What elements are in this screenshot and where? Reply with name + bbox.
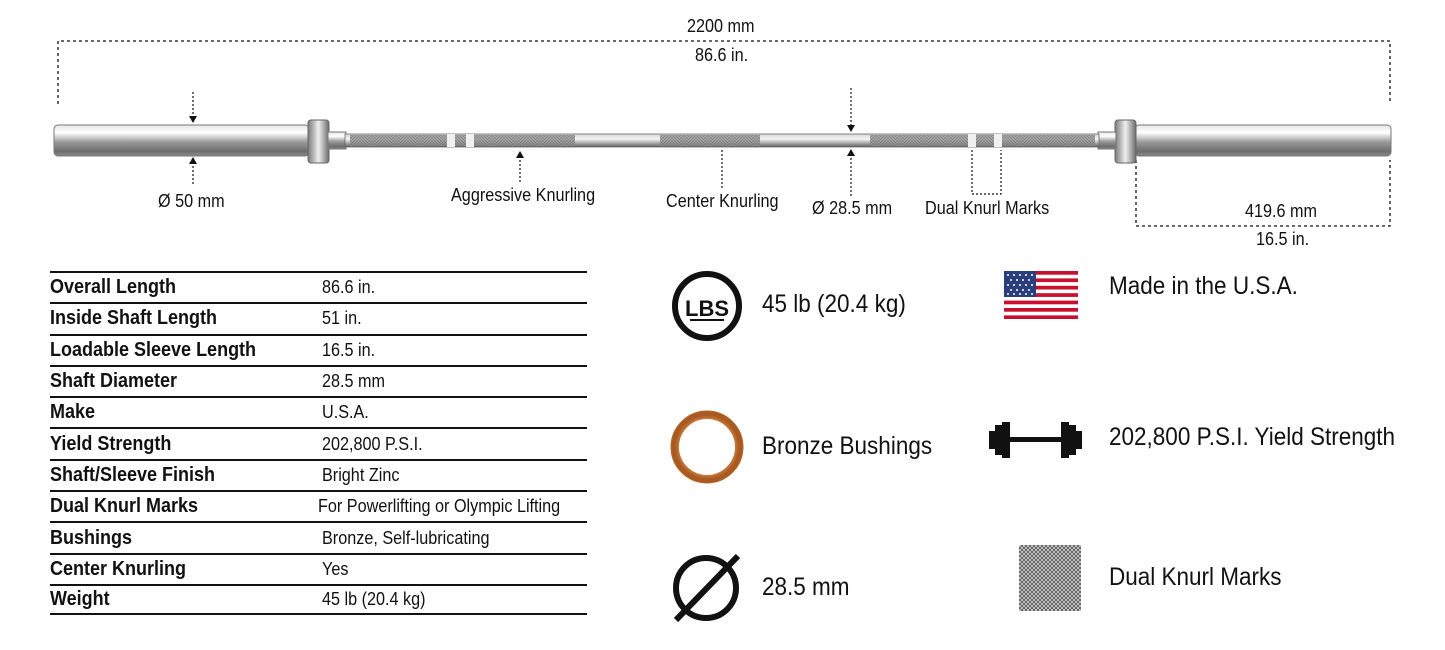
spec-row: [50, 490, 587, 521]
spec-value: U.S.A.: [322, 402, 369, 423]
spec-value: 51 in.: [322, 308, 362, 329]
spec-label: Bushings: [50, 526, 133, 549]
spec-row: [50, 271, 587, 302]
knurl-left: [350, 135, 575, 146]
left-sleeve: [54, 125, 309, 156]
spec-label: Shaft Diameter: [50, 370, 178, 393]
spec-row: [50, 334, 587, 365]
spec-value: For Powerlifting or Olympic Lifting: [317, 496, 561, 517]
feature-yield-text: 202,800 P.S.I. Yield Strength: [1109, 423, 1396, 451]
spec-value: 202,800 P.S.I.: [322, 433, 423, 454]
bronze-ring-icon: [671, 411, 743, 483]
lbs-icon-text: LBS: [685, 296, 729, 321]
knurl-mark: [447, 134, 455, 147]
spec-row: [50, 553, 587, 584]
knurl-right: [870, 135, 1095, 146]
feature-bushings-text: Bronze Bushings: [762, 432, 933, 460]
spec-value: 16.5 in.: [322, 339, 376, 360]
sleeve-length-in: 16.5 in.: [1256, 229, 1310, 249]
aggressive-knurling-label: Aggressive Knurling: [451, 185, 596, 205]
spec-value: Bright Zinc: [322, 464, 400, 485]
right-collar-ring: [1098, 132, 1116, 149]
spec-row: [50, 365, 587, 396]
spec-row: [50, 396, 587, 427]
spec-value: 45 lb (20.4 kg): [322, 589, 426, 610]
spec-label: Overall Length: [50, 276, 177, 299]
shaft-diameter-label: Ø 28.5 mm: [812, 198, 893, 218]
spec-value: 28.5 mm: [322, 371, 386, 392]
overall-length-mm: 2200 mm: [687, 16, 755, 36]
left-collar: [308, 120, 329, 163]
sleeve-diameter-label: Ø 50 mm: [158, 191, 225, 211]
spec-label: Dual Knurl Marks: [50, 495, 199, 518]
diameter-icon: [676, 556, 738, 620]
knurl-texture-icon: [1019, 545, 1081, 611]
knurl-center: [660, 135, 760, 146]
spec-label: Make: [50, 401, 96, 424]
spec-table: [50, 271, 587, 615]
spec-row: [50, 427, 587, 458]
spec-label: Weight: [50, 588, 110, 611]
us-flag-icon: [1004, 271, 1078, 319]
spec-label: Inside Shaft Length: [50, 307, 218, 330]
knurl-mark: [994, 134, 1002, 147]
barbell-icon: [989, 422, 1082, 458]
feature-weight-text: 45 lb (20.4 kg): [762, 290, 906, 318]
spec-row: [50, 584, 587, 615]
spec-value: Bronze, Self-lubricating: [322, 527, 490, 548]
left-collar-ring: [328, 132, 346, 149]
spec-label: Loadable Sleeve Length: [50, 338, 257, 361]
spec-row: [50, 459, 587, 490]
feature-diameter-text: 28.5 mm: [762, 573, 850, 601]
barbell: [54, 120, 1391, 163]
spec-value: 86.6 in.: [322, 277, 376, 298]
knurl-mark: [968, 134, 976, 147]
spec-label: Center Knurling: [50, 557, 187, 580]
feature-made-in-text: Made in the U.S.A.: [1109, 272, 1298, 300]
right-sleeve: [1135, 125, 1391, 156]
overall-length-in: 86.6 in.: [695, 45, 749, 65]
lbs-icon: [675, 274, 739, 338]
sleeve-length-mm: 419.6 mm: [1245, 201, 1318, 221]
dual-knurl-marks-label: Dual Knurl Marks: [925, 198, 1050, 218]
spec-row: [50, 521, 587, 552]
knurl-mark: [466, 134, 474, 147]
spec-label: Yield Strength: [50, 432, 172, 455]
center-knurling-label: Center Knurling: [666, 191, 779, 211]
spec-row: [50, 302, 587, 333]
spec-label: Shaft/Sleeve Finish: [50, 463, 216, 486]
feature-knurl-text: Dual Knurl Marks: [1109, 563, 1282, 591]
right-collar: [1115, 120, 1136, 163]
spec-value: Yes: [322, 558, 349, 579]
